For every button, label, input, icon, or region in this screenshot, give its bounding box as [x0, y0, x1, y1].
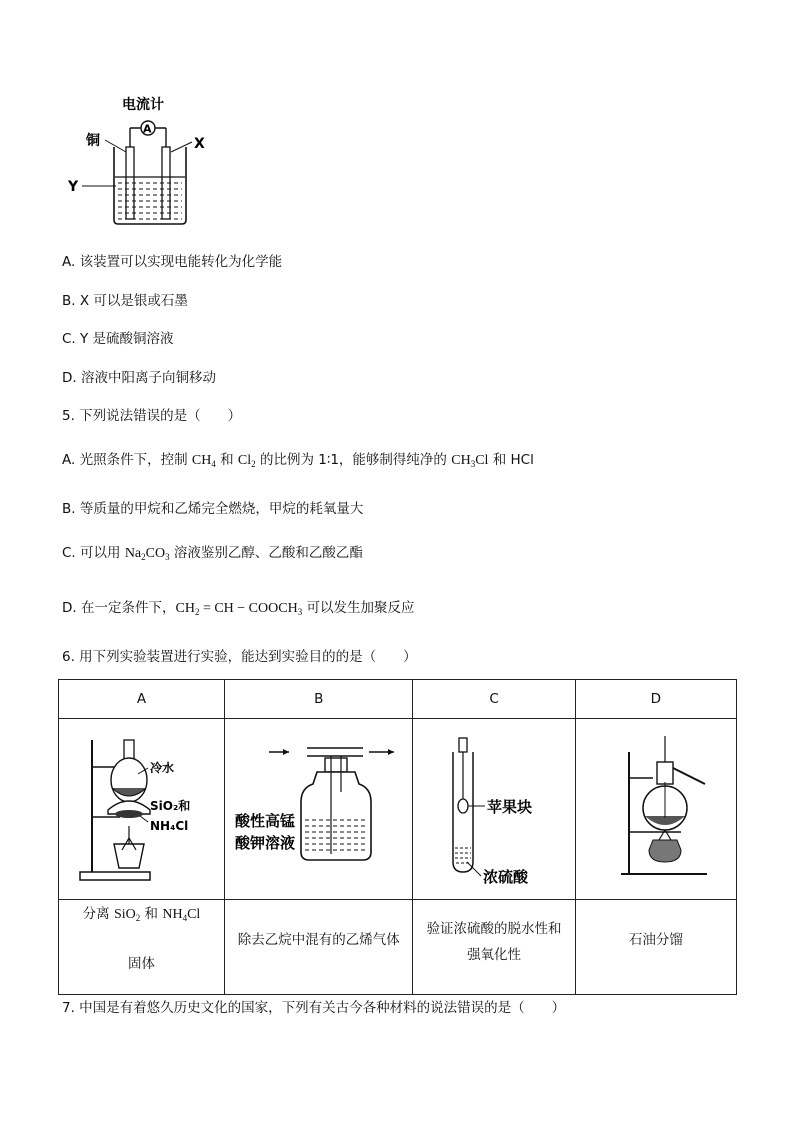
gas-washing-bottle-figure [229, 722, 409, 892]
q6-header-d: D [575, 680, 736, 719]
q6-caption-b [224, 900, 412, 995]
q4-option-d: D. 溶液中阳离子向铜移动 [62, 370, 216, 386]
q6-figure-c-cell [413, 719, 575, 900]
copper-label: 铜 [86, 133, 100, 149]
fig-b-label-line2: 酸钾溶液 [234, 834, 295, 852]
cap-c-line1: 验证浓硫酸的脱水性和 [426, 921, 562, 937]
cap-c-line2: 强氧化性 [467, 947, 522, 963]
fig-b-label-line1: 酸性高锰 [234, 812, 295, 830]
q5-a-mid3: 和 HCl [488, 452, 534, 468]
fig-a-label-sio2: SiO₂和 [150, 799, 191, 813]
q5-a-pre: A. 光照条件下，控制 [62, 452, 192, 468]
q5-a-mid2: 的比例为 1∶1，能够制得纯净的 [255, 452, 452, 468]
q6-header-c: C [413, 680, 575, 719]
q5-option-d [62, 596, 414, 617]
formula-cl2: $Cl_2$ [237, 453, 256, 469]
x-label: X [194, 136, 205, 152]
distillation-apparatus-figure [581, 722, 731, 892]
q5-option-c [62, 541, 363, 562]
fig-c-label-apple: 苹果块 [487, 798, 533, 816]
q5-option-a [62, 448, 534, 469]
q4-option-b: B. X 可以是银或石墨 [62, 293, 188, 309]
test-tube-figure [419, 722, 569, 892]
q4-option-a: A. 该装置可以实现电能转化为化学能 [62, 254, 283, 270]
q6-caption-d [575, 900, 736, 995]
cap-a-mid: 和 [140, 906, 163, 922]
q6-table [58, 679, 737, 995]
formula-ch3cl: $CH_3Cl$ [451, 453, 489, 469]
cap-b-text: 除去乙烷中混有的乙烯气体 [237, 932, 400, 948]
q6-figure-b-cell [224, 719, 412, 900]
q6-caption-c [413, 900, 575, 995]
q6-header-a: A [59, 680, 225, 719]
formula-ch4: $CH_4$ [191, 453, 216, 469]
q6-header-b: B [224, 680, 412, 719]
q5-d-pre: D. 在一定条件下， [62, 600, 176, 616]
q5-option-b: B. 等质量的甲烷和乙烯完全燃烧，甲烷的耗氧量大 [62, 501, 364, 517]
q7-stem: 7. 中国是有着悠久历史文化的国家，下列有关古今各种材料的说法错误的是（ ） [62, 1000, 566, 1016]
formula-methyl-acrylate: $CH_2$ = CH − $COOCH_3$ [175, 601, 303, 617]
q6-stem: 6. 用下列实验装置进行实验，能达到实验目的的是（ ） [62, 649, 417, 665]
formula-sio2: SiO$_2$ [113, 907, 141, 923]
cap-d-text: 石油分馏 [628, 932, 683, 948]
galvanic-cell-figure [62, 92, 222, 230]
q6-figure-a-cell [59, 719, 225, 900]
meter-symbol: A [143, 122, 152, 136]
q5-c-post: 溶液鉴别乙醇、乙酸和乙酸乙酯 [169, 545, 363, 561]
q4-option-c: C. Y 是硫酸铜溶液 [62, 331, 174, 347]
y-label: Y [68, 179, 79, 195]
fig-a-label-cold-water: 冷水 [150, 761, 175, 775]
q5-a-mid1: 和 [215, 452, 238, 468]
formula-na2co3: $Na_2CO_3$ [124, 546, 170, 562]
q5-d-post: 可以发生加聚反应 [302, 600, 415, 616]
fig-a-label-nh4cl: NH₄Cl [150, 819, 189, 833]
cap-a-line2: 固体 [127, 956, 155, 972]
cap-a-pre: 分离 [82, 906, 114, 922]
q6-figure-d-cell [575, 719, 736, 900]
q5-stem: 5. 下列说法错误的是（ ） [62, 408, 242, 424]
q6-caption-a [59, 900, 225, 995]
sublimation-apparatus-figure [66, 722, 216, 892]
formula-nh4cl: $NH_4Cl$ [162, 907, 201, 923]
fig-c-label-acid: 浓硫酸 [483, 868, 529, 886]
q5-c-pre: C. 可以用 [62, 545, 125, 561]
meter-label: 电流计 [122, 97, 164, 113]
